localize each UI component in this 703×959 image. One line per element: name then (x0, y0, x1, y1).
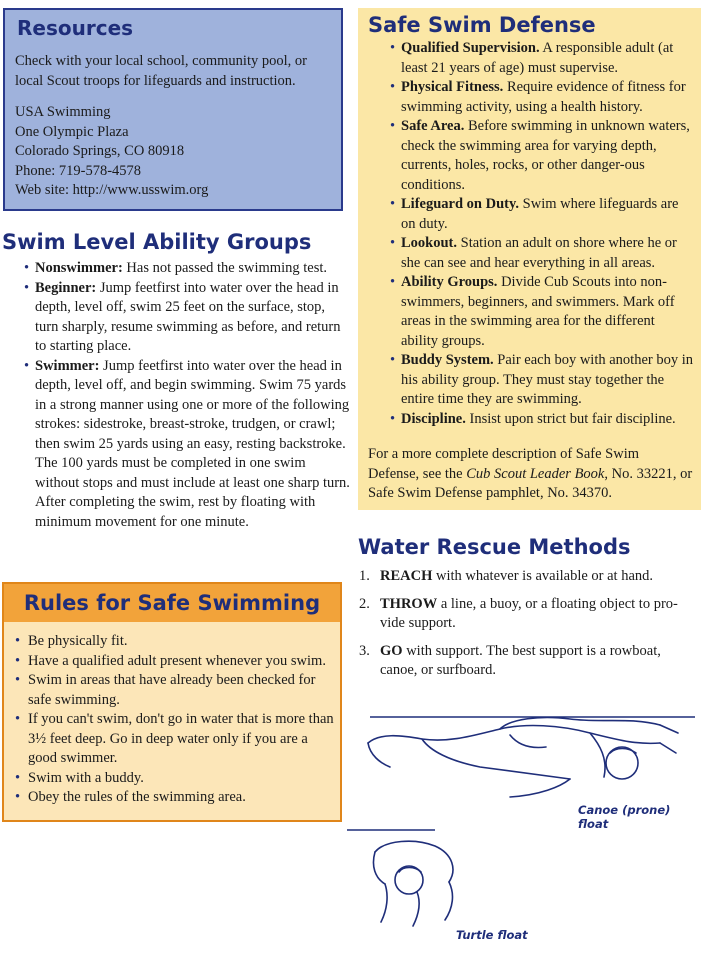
list-item (368, 39, 693, 78)
item-term: Qualified Supervision. (401, 40, 540, 56)
list-item (368, 117, 693, 195)
item-text: Jump feetfirst into water over the head in depth, level off, and begin swimming. Swim 75 yards in a strong manner using one or more of the following strokes: sidestroke, breast-stroke, trudgen, or crawl; then swim 25 yards using an easy, resting backstroke. The 100 yards must be completed in one swim without stops and must include at least one sharp turn. After completing the swim, rest by floating with minimum movement for one minute. (35, 357, 350, 530)
safe-swim-defense-box (358, 8, 701, 510)
item-text: with whatever is available or at hand. (432, 568, 654, 584)
list-item (368, 410, 693, 430)
canoe-float-caption: Canoe (prone) float (578, 803, 671, 831)
item-text: A responsible adult (at least 21 years of age) must supervise. (401, 40, 674, 76)
list-item (368, 234, 693, 273)
list-item (368, 78, 693, 117)
resources-box (3, 8, 343, 211)
item-text: with support. The best support is a rowboat, canoe, or surfboard. (380, 642, 661, 678)
swim-levels-section (2, 230, 350, 532)
item-text: Insist upon strict but fair discipline. (465, 410, 676, 427)
item-text: Require evidence of fitness for swimming activity, using a health history. (401, 79, 686, 115)
item-term: Swimmer: (35, 357, 100, 374)
item-text: Jump feetfirst into water over the head in depth, level off, swim 25 feet on the surface, stop, turn sharply, resume swimming as before, and return to starting place. (35, 279, 341, 354)
item-term: Ability Groups. (401, 274, 498, 290)
resources-heading: Resources (17, 16, 134, 40)
list-item: • Swim with a buddy. (4, 769, 340, 789)
list-item (368, 195, 693, 234)
item-text: a line, a buoy, or a floating object to pro-vide support. (380, 595, 678, 631)
item-term: THROW (380, 595, 438, 612)
resources-web-link[interactable]: Web site: http://www.usswim.org (15, 182, 209, 198)
item-term: Beginner: (35, 279, 97, 296)
item-term: Discipline. (401, 410, 466, 427)
rescue-heading: Water Rescue Methods (358, 535, 631, 559)
defense-heading: Safe Swim Defense (368, 13, 596, 37)
list-item: • Obey the rules of the swimming area. (4, 788, 340, 808)
list-item: • Have a qualified adult present whenever you swim. (4, 652, 340, 672)
note-text: For a more complete description of Safe Swim Defense, see the (368, 446, 640, 482)
item-term: Lifeguard on Duty. (401, 196, 520, 212)
item-term: Lookout. (401, 235, 458, 251)
turtle-float-caption: Turtle float (456, 928, 528, 942)
list-item (2, 279, 350, 357)
resources-address-line-2: Colorado Springs, CO 80918 (15, 143, 185, 159)
rules-heading: Rules for Safe Swimming (23, 591, 321, 615)
item-term: Safe Area. (401, 118, 465, 134)
swim-levels-heading: Swim Level Ability Groups (2, 230, 312, 254)
item-text: Station an adult on shore where he or she can see and hear everything in all areas. (401, 235, 677, 271)
list-item (368, 351, 693, 410)
list-item (2, 259, 350, 279)
resources-intro: Check with your local school, community pool, or local Scout troops for lifeguards and instruction. (15, 53, 307, 89)
item-text: Pair each boy with another boy in his ability group. They must stay together the entire time they are swimming. (401, 352, 693, 407)
item-term: GO (380, 642, 403, 659)
list-item: • Be physically fit. (4, 632, 340, 652)
item-term: REACH (380, 568, 433, 584)
resources-phone: Phone: 719-578-4578 (15, 162, 142, 179)
list-item (2, 357, 350, 533)
canoe-float-illustration (360, 705, 700, 815)
item-term: Nonswimmer: (35, 260, 123, 276)
defense-reference-note (368, 445, 693, 504)
item-number: 3. (359, 642, 370, 659)
turtle-float-illustration (345, 822, 495, 932)
list-item: • Swim in areas that have already been checked for safe swimming. (4, 671, 340, 710)
note-book-title: Cub Scout Leader Book (466, 465, 605, 482)
item-text: Has not passed the swimming test. (122, 260, 327, 276)
list-item (358, 567, 701, 587)
list-item (358, 642, 701, 681)
note-text: , No. 33221, or Safe Swim Defense pamphlet, No. 34370. (368, 465, 693, 501)
item-text: Swim where lifeguards are on duty. (401, 196, 679, 232)
list-item (358, 595, 701, 634)
item-text: Before swimming in unknown waters, check the swimming area for varying depth, currents, holes, rocks, or other danger-ous conditions. (401, 118, 690, 193)
resources-address-line-1: One Olympic Plaza (15, 123, 129, 140)
list-item (368, 273, 693, 351)
rules-box (2, 582, 342, 822)
item-number: 2. (359, 595, 370, 612)
resources-org-name: USA Swimming (15, 104, 111, 120)
item-text: Divide Cub Scouts into non-swimmers, beginners, and swimmers. Mark off areas in the swimming area for the different ability groups. (401, 274, 675, 349)
item-term: Buddy System. (401, 352, 494, 368)
item-term: Physical Fitness. (401, 79, 504, 95)
water-rescue-section (358, 535, 701, 689)
list-item: • If you can't swim, don't go in water that is more than 3½ feet deep. Go in deep water only if you are a good swimmer. (4, 710, 340, 769)
item-number: 1. (359, 568, 370, 584)
rules-banner (4, 584, 340, 622)
